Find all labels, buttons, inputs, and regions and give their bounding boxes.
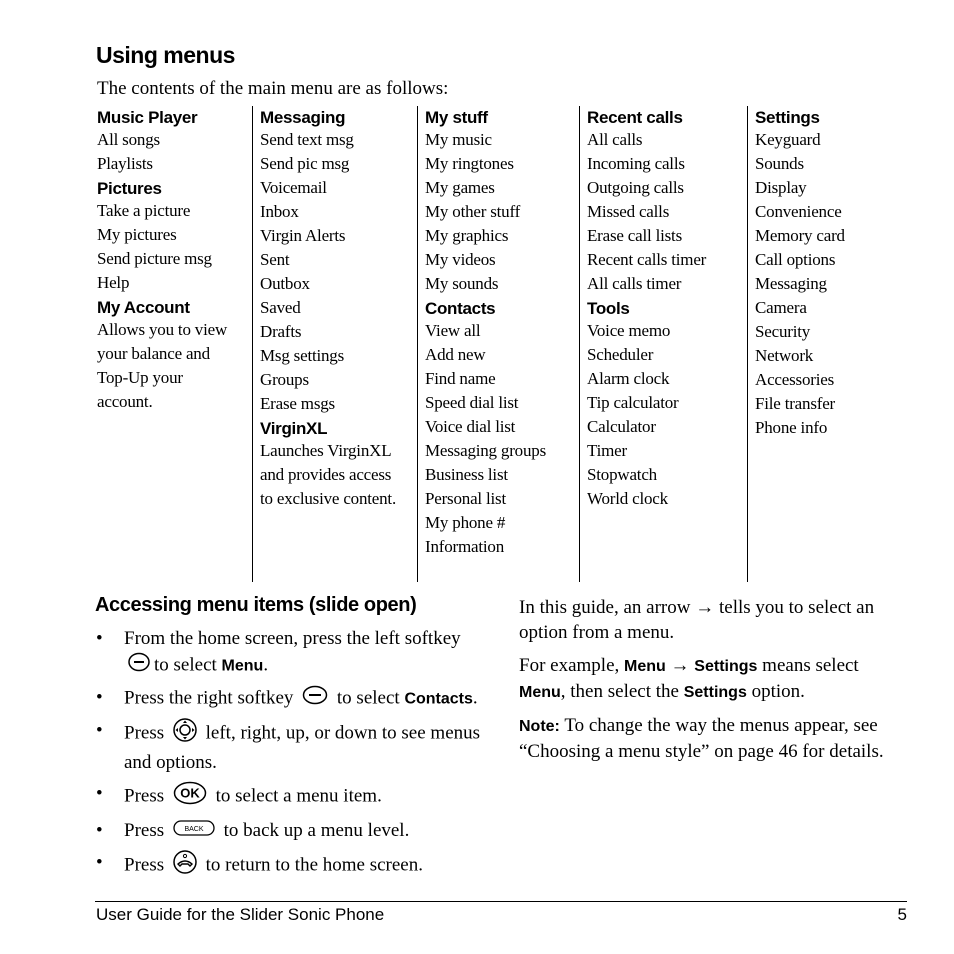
menu-item: All songs (97, 130, 160, 149)
menu-item: Voice memo (587, 321, 671, 340)
step-text: . (263, 654, 269, 676)
menu-heading: Contacts (425, 299, 496, 318)
menu-item: Voicemail (260, 178, 327, 197)
step-text: Press (124, 820, 165, 841)
note-label: Note: (519, 718, 560, 735)
menu-item: Erase msgs (260, 394, 335, 413)
menu-item: My music (425, 130, 492, 149)
menu-item: My other stuff (425, 202, 521, 221)
menu-item: Drafts (260, 322, 302, 341)
menu-keyword: Menu (221, 657, 264, 675)
menu-heading: Tools (587, 299, 630, 318)
bullet: • (96, 851, 103, 873)
menu-item: Incoming calls (587, 154, 685, 173)
step-text: to select (154, 654, 217, 676)
guide-text-span: option. (751, 681, 805, 702)
menu-item: My ringtones (425, 154, 514, 173)
menu-item: Saved (260, 298, 301, 317)
menu-item: Help (97, 273, 130, 292)
bullet: • (96, 687, 103, 708)
menu-item: Send text msg (260, 130, 354, 149)
guide-text-span: For example, (519, 655, 620, 676)
menu-item: Add new (425, 345, 486, 364)
menu-item: My pictures (97, 225, 177, 244)
menu-item: to exclusive content. (260, 489, 397, 508)
menu-item: Network (755, 346, 814, 365)
back-key-label: BACK (184, 825, 204, 833)
menu-item: your balance and (97, 344, 210, 363)
menu-item: account. (97, 392, 153, 411)
softkey-icon (302, 685, 328, 713)
guide-text (519, 595, 909, 772)
step-text: to select (336, 687, 400, 709)
bullet: • (96, 628, 103, 649)
note-paragraph (519, 713, 909, 764)
step-item (96, 685, 496, 713)
menu-column (252, 106, 416, 582)
menu-section (425, 108, 578, 296)
menu-item: Call options (755, 250, 836, 269)
menu-section (97, 179, 250, 295)
menu-item: Outbox (260, 274, 310, 293)
menu-item: Messaging (755, 274, 827, 293)
menu-section (97, 298, 250, 414)
settings-keyword: Settings (683, 684, 747, 701)
menu-item: Outgoing calls (587, 178, 684, 197)
step-text: From the home screen, press the left softkey (124, 628, 461, 649)
menu-item: Messaging groups (425, 441, 546, 460)
step-text: to back up a menu level. (223, 820, 410, 841)
step-item (96, 626, 496, 680)
menu-item: Erase call lists (587, 226, 682, 245)
menu-heading: My Account (97, 298, 190, 317)
menu-item: All calls timer (587, 274, 682, 293)
step-text: to select a menu item. (215, 785, 382, 807)
guide-text-span: , then select the (560, 681, 679, 702)
menu-item: Calculator (587, 417, 656, 436)
menu-item: My games (425, 178, 495, 197)
menu-item: My sounds (425, 274, 499, 293)
step-item (96, 850, 496, 882)
guide-paragraph: In this guide, an arrow → tells you to select an option from a menu. (519, 597, 875, 643)
menu-item: Information (425, 537, 504, 556)
guide-text-span: means select (762, 655, 859, 676)
menu-item: and provides access (260, 465, 392, 484)
menu-item: My phone # (425, 513, 506, 532)
menu-item: Sent (260, 250, 290, 269)
menu-item: Accessories (755, 370, 834, 389)
menu-item: File transfer (755, 394, 836, 413)
menu-item: Playlists (97, 154, 153, 173)
menu-section (755, 108, 918, 440)
menu-keyword: Menu (624, 658, 666, 675)
menu-item: Personal list (425, 489, 506, 508)
menu-column (579, 106, 746, 582)
menu-item: Virgin Alerts (260, 226, 346, 245)
menu-heading: Pictures (97, 179, 162, 198)
menu-item: Tip calculator (587, 393, 679, 412)
menu-item: Timer (587, 441, 627, 460)
menu-heading: VirginXL (260, 419, 328, 438)
step-text: left, right, up, or down to see menus and options. (124, 722, 481, 773)
menu-item: All calls (587, 130, 643, 149)
menu-item: Recent calls timer (587, 250, 707, 269)
contacts-keyword: Contacts (404, 690, 473, 708)
menu-item: Voice dial list (425, 417, 516, 436)
menu-item: Sounds (755, 154, 804, 173)
menu-section (587, 299, 746, 511)
steps-list (96, 626, 496, 887)
menu-heading: Settings (755, 108, 820, 127)
section-title: Accessing menu items (slide open) (95, 594, 417, 616)
menu-item: Speed dial list (425, 393, 519, 412)
menu-column (90, 106, 250, 582)
menu-item: Inbox (260, 202, 299, 221)
bullet: • (96, 820, 103, 841)
menu-item: Camera (755, 298, 807, 317)
menu-item: Scheduler (587, 345, 654, 364)
menu-item: Convenience (755, 202, 842, 221)
menu-item: My graphics (425, 226, 509, 245)
menu-section (260, 419, 416, 511)
back-key-icon (173, 819, 215, 845)
step-item (96, 781, 496, 813)
step-text: to return to the home screen. (205, 854, 423, 875)
menu-item: Memory card (755, 226, 845, 245)
menu-item: Security (755, 322, 811, 341)
menu-heading: My stuff (425, 108, 488, 127)
step-item (96, 818, 496, 845)
ok-key-label: OK (180, 785, 200, 801)
menu-item: Groups (260, 370, 309, 389)
menu-item: Take a picture (97, 201, 191, 220)
softkey-icon (128, 652, 150, 680)
footer-rule (95, 901, 907, 902)
menu-item: Keyguard (755, 130, 821, 149)
menu-item: Launches VirginXL (260, 441, 392, 460)
step-text: . (472, 687, 478, 709)
menu-section (425, 299, 578, 559)
menu-heading: Recent calls (587, 108, 683, 127)
menu-section (587, 108, 746, 296)
menu-item: Find name (425, 369, 496, 388)
intro-text: The contents of the main menu are as follows: (97, 78, 449, 99)
menu-section (97, 108, 250, 176)
menu-item: Send picture msg (97, 249, 212, 268)
step-text: Press (124, 854, 165, 875)
footer-title: User Guide for the Slider Sonic Phone (96, 905, 385, 924)
settings-keyword: Settings (694, 658, 758, 675)
menu-item: Display (755, 178, 807, 197)
note-text: To change the way the menus appear, see “Choosing a menu style” on page 46 for details. (519, 715, 884, 762)
menu-column (747, 106, 918, 582)
bullet: • (96, 783, 103, 804)
guide-paragraph (519, 653, 909, 705)
end-key-icon (173, 850, 197, 882)
step-item (96, 718, 496, 776)
menu-item: My videos (425, 250, 496, 269)
menu-column (417, 106, 578, 582)
menu-item: Alarm clock (587, 369, 670, 388)
arrow-icon: → (670, 655, 690, 676)
step-text: Press (124, 785, 165, 807)
menu-item: Phone info (755, 418, 828, 437)
menu-keyword: Menu (519, 684, 561, 701)
step-text: Press the right softkey (124, 687, 294, 709)
menu-item: World clock (587, 489, 668, 508)
menu-heading: Music Player (97, 108, 198, 127)
menu-section (260, 108, 416, 416)
menu-item: Msg settings (260, 346, 345, 365)
bullet: • (96, 720, 103, 741)
menu-item: Top-Up your (97, 368, 183, 387)
menu-item: Allows you to view (97, 320, 228, 339)
page-title: Using menus (96, 42, 235, 68)
menu-item: Send pic msg (260, 154, 350, 173)
menu-heading: Messaging (260, 108, 346, 127)
menu-item: Missed calls (587, 202, 670, 221)
menu-item: View all (425, 321, 481, 340)
step-text: Press (124, 722, 165, 744)
navigation-key-icon (173, 718, 197, 750)
page-number: 5 (897, 905, 907, 924)
menu-item: Stopwatch (587, 465, 657, 484)
menu-item: Business list (425, 465, 508, 484)
ok-key-icon (173, 781, 207, 813)
